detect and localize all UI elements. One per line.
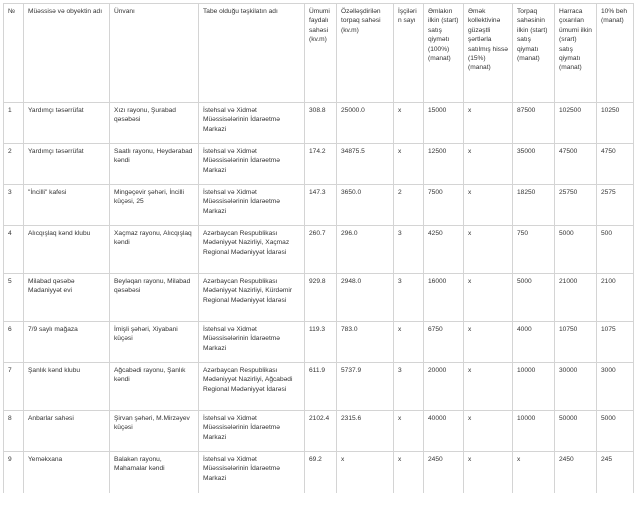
cell-collective-share: x: [464, 185, 513, 226]
cell-deposit: 1075: [597, 322, 634, 363]
table-row: [4, 452, 634, 493]
cell-address: Xızı rayonu, Şurabad qəsəbəsi: [110, 103, 199, 144]
cell-land-area: 25000.0: [337, 103, 394, 144]
cell-land-area: 5737.9: [337, 363, 394, 411]
cell-total-area: 174.2: [305, 144, 337, 185]
cell-address: Beyləqan rayonu, Milabad qəsəbəsi: [110, 274, 199, 322]
cell-auction-price: 25750: [555, 185, 597, 226]
cell-address: Xaçmaz rayonu, Alıcqışlaq kəndi: [110, 226, 199, 274]
cell-organization: İstehsal və Xidmət Müəssisələrinin İdarəetmə Markazi: [199, 411, 305, 452]
cell-collective-share: x: [464, 144, 513, 185]
header-land-area: Özəlləşdirilən torpaq sahəsi (kv.m): [337, 4, 394, 103]
cell-name: Yeməkxana: [24, 452, 110, 493]
cell-name: Anbarlar sahəsi: [24, 411, 110, 452]
table-row: [4, 363, 634, 411]
cell-number: 1: [4, 103, 24, 144]
cell-workers: 3: [394, 274, 424, 322]
cell-total-area: 2102.4: [305, 411, 337, 452]
cell-address: Şirvan şəhəri, M.Mirzəyev küçəsi: [110, 411, 199, 452]
cell-land-area: 3650.0: [337, 185, 394, 226]
cell-deposit: 2575: [597, 185, 634, 226]
header-auction-price: Harraca çıxarılan ümumi ilkin (srart) satış qiymatı (manat): [555, 4, 597, 103]
cell-deposit: 500: [597, 226, 634, 274]
cell-number: 9: [4, 452, 24, 493]
cell-auction-price: 30000: [555, 363, 597, 411]
cell-organization: Azərbaycan Respublikası Mədəniyyət Nazirliyi, Ağcabədi Regional Mədəniyyət İdarəsi: [199, 363, 305, 411]
cell-total-area: 611.9: [305, 363, 337, 411]
cell-land-price: 10000: [513, 363, 555, 411]
header-address: Ünvanı: [110, 4, 199, 103]
cell-number: 3: [4, 185, 24, 226]
cell-land-area: 2315.6: [337, 411, 394, 452]
cell-name: Yardımçı təsərrüfat: [24, 144, 110, 185]
cell-collective-share: x: [464, 363, 513, 411]
cell-collective-share: x: [464, 452, 513, 493]
cell-land-price: 5000: [513, 274, 555, 322]
cell-auction-price: 21000: [555, 274, 597, 322]
cell-deposit: 2100: [597, 274, 634, 322]
cell-land-area: 783.0: [337, 322, 394, 363]
cell-address: Ağcabədi rayonu, Şanlık kəndi: [110, 363, 199, 411]
cell-total-area: 260.7: [305, 226, 337, 274]
table-row: [4, 322, 634, 363]
cell-address: Balakən rayonu, Mahamalar kəndi: [110, 452, 199, 493]
table-row: [4, 103, 634, 144]
table-row: [4, 411, 634, 452]
cell-land-area: 296.0: [337, 226, 394, 274]
cell-address: Mingəçevir şəhəri, İncilli küçəsi, 25: [110, 185, 199, 226]
header-deposit: 10% beh (manat): [597, 4, 634, 103]
cell-deposit: 5000: [597, 411, 634, 452]
cell-deposit: 10250: [597, 103, 634, 144]
cell-organization: İstehsal və Xidmət Müəssisələrinin İdarəetmə Markazi: [199, 185, 305, 226]
cell-deposit: 3000: [597, 363, 634, 411]
cell-collective-share: x: [464, 411, 513, 452]
cell-total-area: 147.3: [305, 185, 337, 226]
cell-land-price: 87500: [513, 103, 555, 144]
cell-collective-share: x: [464, 226, 513, 274]
cell-total-area: 119.3: [305, 322, 337, 363]
cell-number: 4: [4, 226, 24, 274]
header-row: [4, 4, 634, 103]
cell-land-area: x: [337, 452, 394, 493]
cell-land-price: x: [513, 452, 555, 493]
cell-property-price: 12500: [424, 144, 464, 185]
cell-land-price: 750: [513, 226, 555, 274]
cell-workers: x: [394, 103, 424, 144]
cell-organization: İstehsal və Xidmət Müəssisələrinin İdarəetmə Markazi: [199, 322, 305, 363]
cell-number: 7: [4, 363, 24, 411]
cell-land-price: 18250: [513, 185, 555, 226]
cell-land-area: 34875.5: [337, 144, 394, 185]
cell-auction-price: 47500: [555, 144, 597, 185]
table-row: [4, 274, 634, 322]
privatization-table: [3, 3, 634, 493]
cell-auction-price: 5000: [555, 226, 597, 274]
cell-organization: Azərbaycan Respublikası Mədəniyyət Nazirliyi, Kürdəmir Regional Mədəniyyət İdarəsi: [199, 274, 305, 322]
cell-name: Yardımçı təsərrüfat: [24, 103, 110, 144]
cell-workers: x: [394, 411, 424, 452]
header-property-price: Əmlakın ilkin (start) satış qiymətı (100%) (manat): [424, 4, 464, 103]
cell-land-price: 10000: [513, 411, 555, 452]
cell-property-price: 16000: [424, 274, 464, 322]
cell-name: 7/9 saylı mağaza: [24, 322, 110, 363]
cell-organization: İstehsal və Xidmət Müəssisələrinin İdarəetmə Markazi: [199, 144, 305, 185]
cell-number: 8: [4, 411, 24, 452]
cell-organization: İstehsal və Xidmət Müəssisələrinin İdarəetmə Markazi: [199, 103, 305, 144]
table-body: [4, 103, 634, 493]
header-organization: Tabe olduğu təşkilatın adı: [199, 4, 305, 103]
cell-total-area: 308.8: [305, 103, 337, 144]
cell-workers: x: [394, 322, 424, 363]
cell-name: Milabad qəsəbə Madaniyyət evi: [24, 274, 110, 322]
cell-total-area: 69.2: [305, 452, 337, 493]
cell-workers: 3: [394, 226, 424, 274]
cell-organization: İstehsal və Xidmət Müəssisələrinin İdarəetmə Markazi: [199, 452, 305, 493]
cell-land-price: 4000: [513, 322, 555, 363]
table-row: [4, 185, 634, 226]
cell-number: 2: [4, 144, 24, 185]
cell-land-price: 35000: [513, 144, 555, 185]
cell-address: İmişli şəhəri, Xiyabani küçəsi: [110, 322, 199, 363]
header-number: №: [4, 4, 24, 103]
cell-property-price: 15000: [424, 103, 464, 144]
cell-auction-price: 10750: [555, 322, 597, 363]
cell-property-price: 4250: [424, 226, 464, 274]
cell-workers: x: [394, 452, 424, 493]
cell-auction-price: 50000: [555, 411, 597, 452]
header-name: Müəssisə və obyektin adı: [24, 4, 110, 103]
cell-name: "İncilli" kafesi: [24, 185, 110, 226]
cell-land-area: 2948.0: [337, 274, 394, 322]
cell-total-area: 929.8: [305, 274, 337, 322]
cell-number: 5: [4, 274, 24, 322]
cell-deposit: 4750: [597, 144, 634, 185]
cell-auction-price: 102500: [555, 103, 597, 144]
header-workers: İşçilərin sayı: [394, 4, 424, 103]
cell-number: 6: [4, 322, 24, 363]
cell-auction-price: 2450: [555, 452, 597, 493]
cell-deposit: 245: [597, 452, 634, 493]
cell-collective-share: x: [464, 322, 513, 363]
header-total-area: Ümumi faydalı sahəsi (kv.m): [305, 4, 337, 103]
cell-property-price: 20000: [424, 363, 464, 411]
cell-property-price: 2450: [424, 452, 464, 493]
table-row: [4, 226, 634, 274]
header-collective-share: Əmək kollektivinə güzəştli şərtlərla satılmış hissə (15%) (manat): [464, 4, 513, 103]
cell-organization: Azərbaycan Respublikası Mədəniyyət Nazirliyi, Xaçmaz Regional Mədəniyyət İdarəsi: [199, 226, 305, 274]
cell-property-price: 40000: [424, 411, 464, 452]
header-land-price: Torpaq sahəsinin ilkin (start) satış qiymatı (manat): [513, 4, 555, 103]
cell-property-price: 7500: [424, 185, 464, 226]
cell-name: Şanlık kənd klubu: [24, 363, 110, 411]
cell-name: Alıcqışlaq kənd klubu: [24, 226, 110, 274]
cell-workers: 3: [394, 363, 424, 411]
cell-collective-share: x: [464, 274, 513, 322]
cell-property-price: 6750: [424, 322, 464, 363]
table-row: [4, 144, 634, 185]
cell-address: Saatlı rayonu, Heydərabad kəndi: [110, 144, 199, 185]
cell-workers: 2: [394, 185, 424, 226]
cell-collective-share: x: [464, 103, 513, 144]
cell-workers: x: [394, 144, 424, 185]
